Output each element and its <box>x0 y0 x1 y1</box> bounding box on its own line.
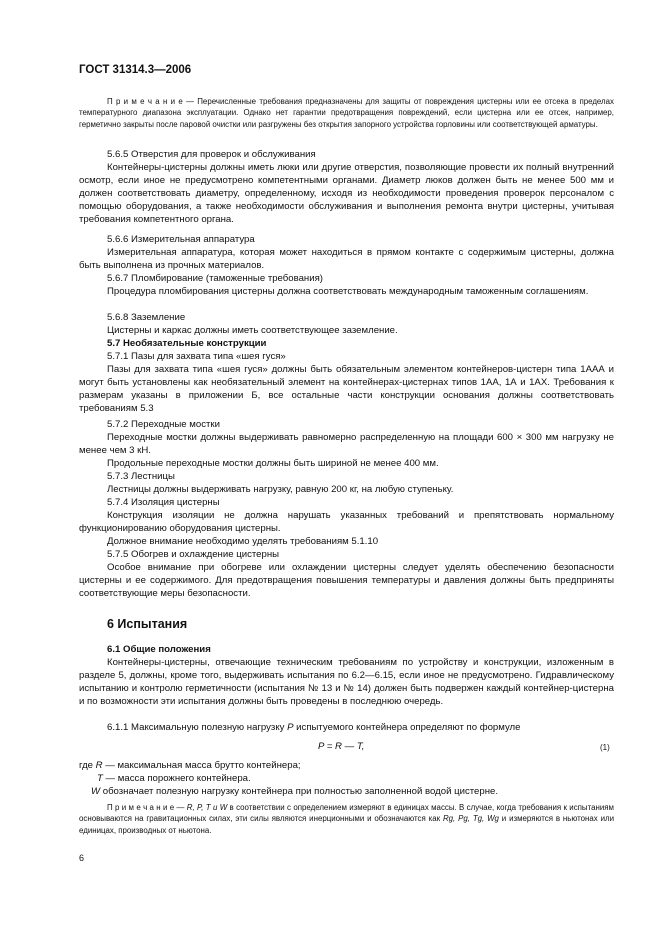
section-text: Пазы для захвата типа «шея гуся» должны быть обязательным элементом контейнеров-цистерн типа 1ААА и могут быть установлены как необязательный элемент на контейнерах-цистернах типов 1АА, 1А и 1АХ. Требования к размерам указаны в приложении Б, все остальные части конструкции основания должны соответствовать требованиям 5.3 <box>79 364 614 415</box>
note-label: П р и м е ч а н и е <box>107 97 183 106</box>
var-r: R <box>95 760 103 771</box>
section-5-6-8 <box>79 311 614 337</box>
page-header: ГОСТ 31314.3—2006 <box>79 64 192 76</box>
section-text: Должное внимание необходимо уделять требованиям 5.1.10 <box>107 536 379 548</box>
section-5-6-7 <box>79 272 614 298</box>
note-label: П р и м е ч а н и е <box>107 803 175 812</box>
section-title: 5.6.5 Отверстия для проверок и обслуживания <box>107 149 316 160</box>
section-text: Переходные мостки должны выдерживать равномерно распределенную на площади 600 × 300 мм нагрузку не менее чем 3 кН. <box>79 432 614 457</box>
var-p: P <box>287 722 294 733</box>
section-6-1 <box>79 643 614 708</box>
section-title: 5.7.1 Пазы для захвата типа «шея гуся» <box>107 351 286 362</box>
section-5-7-4 <box>79 496 614 548</box>
page-number: 6 <box>79 853 85 863</box>
note-text: — Перечисленные требования предназначены для защиты от повреждения цистерны или ее отсека в пределах температурного диапазона эксплуатации. Однако нет гарантии предотвращения повреждений, если цистерна или ее отсек, например, герметично закрыты после паровой очистки или разгружены без открытия запорного устройства горловины или соответствующей арматуры. <box>79 97 614 129</box>
section-text: Цистерны и каркас должны иметь соответствующее заземление. <box>107 325 398 337</box>
section-text: Особое внимание при обогреве или охлаждении цистерны следует уделять обеспечению безопасности цистерны и ее содержимого. Для предотвращения повышения температуры и давления должны быть предприняты соответствующие меры безопасности. <box>79 562 614 600</box>
section-title: 5.6.7 Пломбирование (таможенные требования) <box>107 273 323 284</box>
formula-number: (1) <box>600 743 610 752</box>
section-title: 5.7.5 Обогрев и охлаждение цистерны <box>107 549 280 560</box>
section-6 <box>79 617 614 631</box>
section-text: Контейнеры-цистерны должны иметь люки или другие отверстия, позволяющие провести их полный внутренний осмотр, если иное не предусмотрено компетентными органами. Диаметр люков должен быть не менее 500 мм и должен соответствовать диаметру, определенному, исходя из необходимости проведения проверок персоналом с помощью оборудования, а также необходимости обслуживания и выполнения ремонта внутри цистерны, учитывая требования компетентного органа. <box>79 162 614 226</box>
section-heading: 6.1 Общие положения <box>107 644 211 655</box>
section-text: Контейнеры-цистерны, отвечающие техническим требованиям по устройству и конструкции, изложенным в разделе 5, должны, кроме того, выдерживать испытания по 6.2—6.15, если иное не предусмотрено. Гидравлическому испытанию и контролю герметичности (испытания № 13 и № 14) должен быть подвержен каждый контейнер-цистерна и по возможности эти испытания должны быть проведены в последнюю очередь. <box>79 657 614 708</box>
section-text: Процедура пломбирования цистерны должна соответствовать международным таможенным соглашениям. <box>107 286 589 298</box>
section-6-1-1: 6.1.1 Максимальную полезную нагрузку P испытуемого контейнера определяют по формуле <box>107 722 521 733</box>
var-w: W <box>91 786 101 798</box>
note-2: П р и м е ч а н и е — R, P, T и W в соответствии с определением измеряют в единицах массы. В случае, когда требования к испытаниям основываются на гравитационных силах, эти силы являются инерционными и обозначаются как Rg, Pg, Tg, Wg и измеряются в ньютонах или единицах, производных от ньютона. <box>79 803 614 835</box>
section-5-7-1 <box>79 350 614 415</box>
section-5-6-6 <box>79 233 614 272</box>
formula: P = R — T, <box>318 741 365 752</box>
var-t: T <box>97 773 103 785</box>
section-title: 5.7.3 Лестницы <box>107 471 175 482</box>
section-title: 5.6.6 Измерительная аппаратура <box>107 234 255 245</box>
section-title: 5.7.2 Переходные мостки <box>107 419 220 430</box>
section-text: Лестницы должны выдерживать нагрузку, равную 200 кг, на любую ступеньку. <box>107 484 454 496</box>
formula-legend: где R — максимальная масса брутто контейнера; T — масса порожнего контейнера. W обозначает полезную нагрузку контейнера при полностью заполненной водой цистерне. <box>79 760 499 798</box>
section-text: Измерительная аппаратура, которая может находиться в прямом контакте с содержимым цистерны, должна быть выполнена из прочных материалов. <box>79 247 614 272</box>
section-text: Продольные переходные мостки должны быть шириной не менее 400 мм. <box>107 458 439 470</box>
section-title: 5.6.8 Заземление <box>107 312 186 323</box>
chapter-heading: 6 Испытания <box>107 617 188 631</box>
section-heading: 5.7 Необязательные конструкции <box>107 338 267 349</box>
section-5-7-5 <box>79 548 614 600</box>
section-5-7-2 <box>79 418 614 470</box>
section-5-7 <box>79 337 614 350</box>
section-5-6-5 <box>79 148 614 227</box>
section-title: 5.7.4 Изоляция цистерны <box>107 497 220 508</box>
section-text: Конструкция изоляции не должна нарушать указанных требований и препятствовать нормальному функционированию оборудования цистерны. <box>79 510 614 535</box>
section-5-7-3 <box>79 470 614 496</box>
note-1 <box>79 96 614 130</box>
